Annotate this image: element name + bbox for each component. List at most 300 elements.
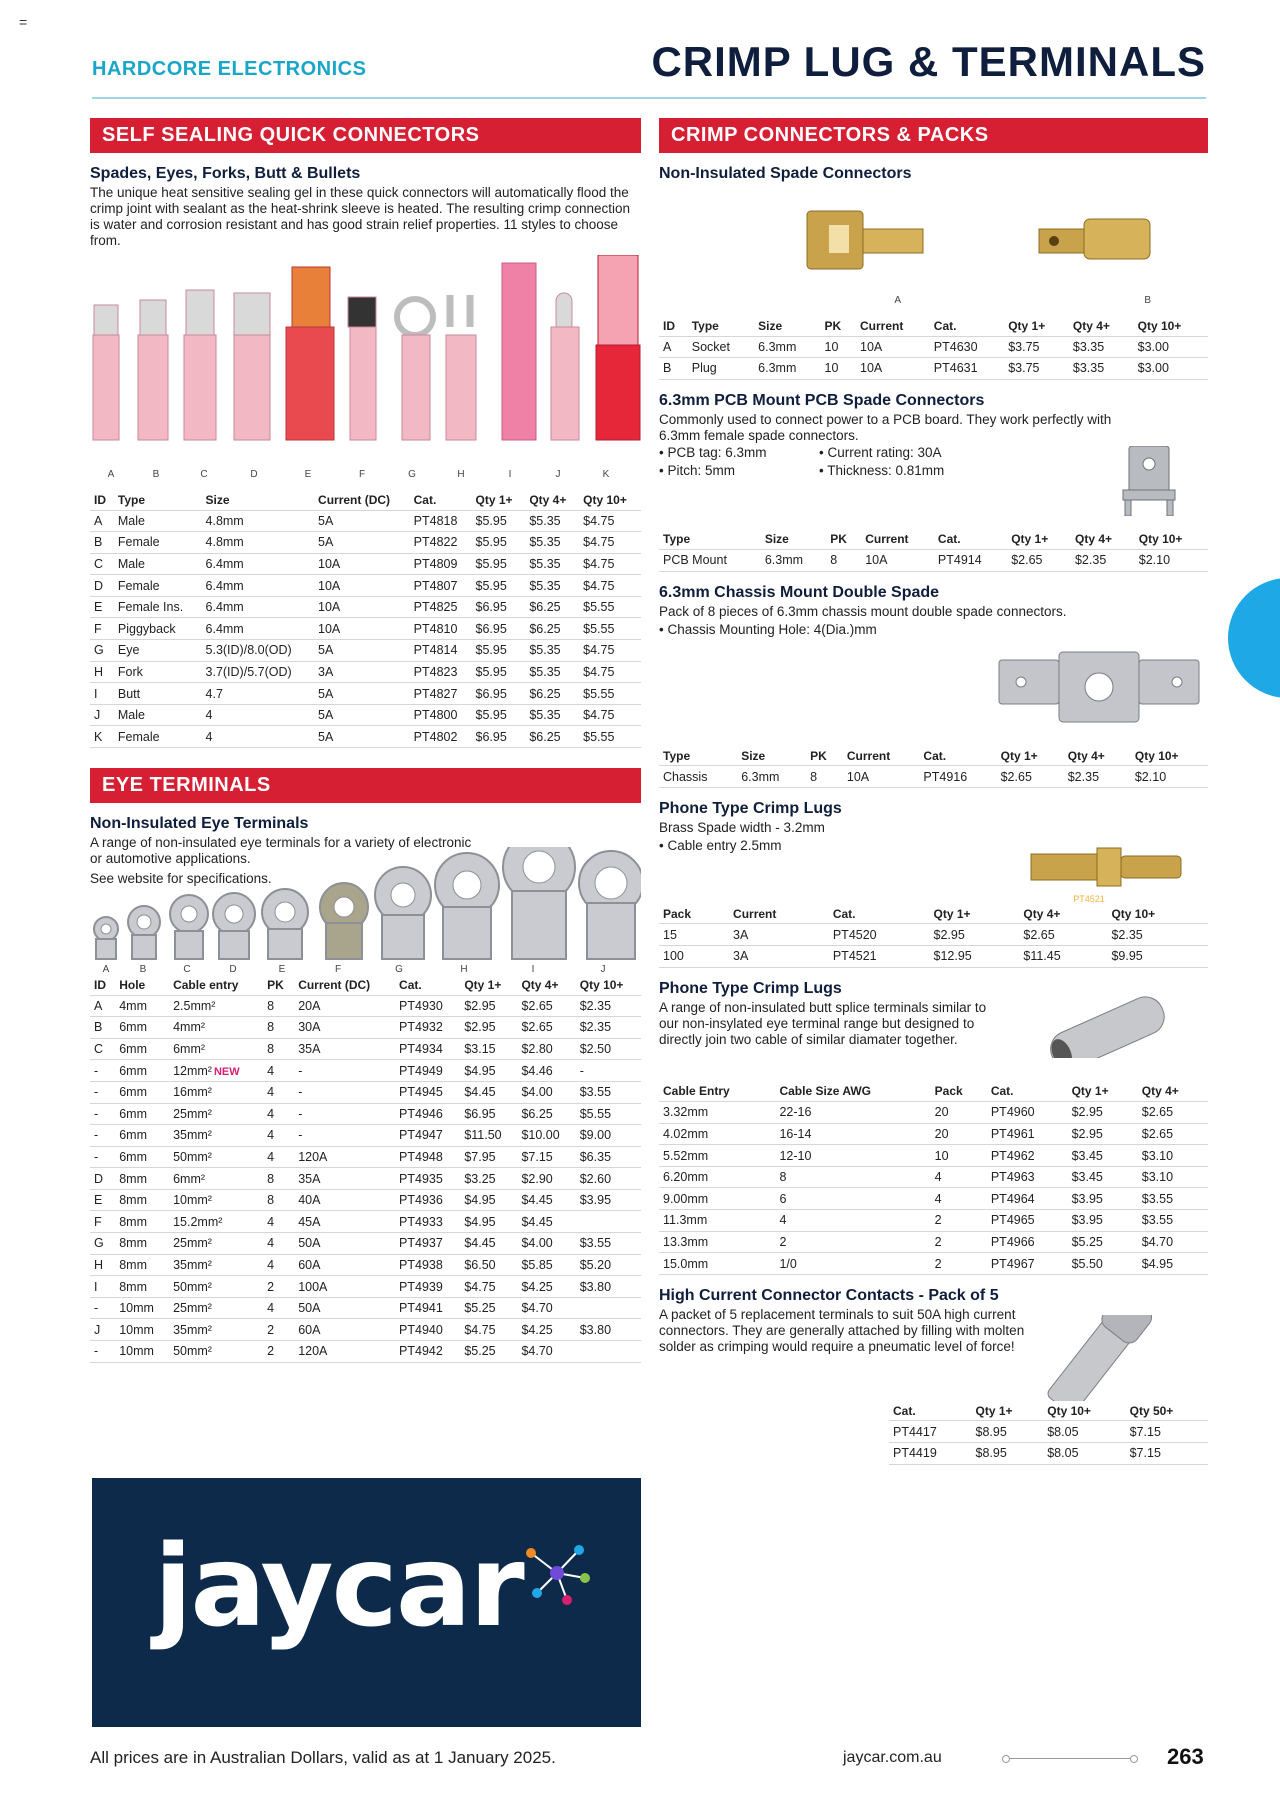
cell-text: Male <box>117 513 145 528</box>
cell-text: PT4802 <box>413 729 458 744</box>
table-cell <box>775 1102 930 1124</box>
image-label: B <box>1144 295 1151 306</box>
table-row <box>90 618 641 640</box>
cell-text: C <box>94 1042 104 1057</box>
catalogue-code-link[interactable] <box>987 1123 1068 1145</box>
table-cell <box>90 1297 115 1319</box>
cell-text: Butt <box>117 686 141 701</box>
column-header: Cat. <box>923 748 947 763</box>
cell-text: 20A <box>298 998 321 1013</box>
cell-text: 4 <box>205 729 213 744</box>
table-cell <box>1068 1102 1138 1124</box>
table-row <box>90 995 641 1017</box>
cell-text: $2.65 <box>1141 1105 1174 1120</box>
table-cell <box>931 1166 987 1188</box>
cell-text: 4 <box>267 1063 275 1078</box>
table-cell <box>525 640 579 662</box>
catalogue-code-link[interactable] <box>395 1038 460 1060</box>
subheading-chassis: 6.3mm Chassis Mount Double Spade <box>659 583 940 601</box>
table-row <box>889 1442 1208 1464</box>
cell-text: 4.8mm <box>205 535 244 550</box>
column-header: Hole <box>119 977 146 992</box>
catalogue-code-link[interactable] <box>395 1146 460 1168</box>
table-cell <box>930 945 1020 967</box>
catalogue-code-link[interactable] <box>987 1145 1068 1167</box>
cell-text: Female Ins. <box>117 600 184 615</box>
cell-text: 6mm <box>119 1149 147 1164</box>
cell-text: $5.20 <box>579 1257 612 1272</box>
column-header: Pack <box>663 906 692 921</box>
cell-text: 11.3mm <box>663 1213 708 1228</box>
image-label: C <box>183 964 191 976</box>
cell-text: $5.95 <box>475 643 507 658</box>
chassis-bullet: • Chassis Mounting Hole: 4(Dia.)mm <box>659 621 877 637</box>
phone-lugs-line2: • Cable entry 2.5mm <box>659 837 782 853</box>
cell-text: PT4936 <box>399 1193 443 1208</box>
table-row <box>90 553 641 575</box>
table-cell <box>314 661 410 683</box>
cell-text: PT4419 <box>893 1446 937 1461</box>
column-header: PK <box>830 532 847 547</box>
catalogue-code-link[interactable] <box>410 661 472 683</box>
table-cell <box>90 1168 115 1190</box>
cell-text: 10A <box>860 339 883 354</box>
column-header: ID <box>94 977 106 992</box>
table-cell <box>1043 1421 1125 1443</box>
catalogue-code-link[interactable] <box>889 1442 972 1464</box>
table-cell <box>576 1297 641 1319</box>
table-row <box>90 1146 641 1168</box>
cell-text: $2.65 <box>521 1020 553 1035</box>
column-header: ID <box>663 318 675 333</box>
catalogue-code-link[interactable] <box>395 1081 460 1103</box>
cell-text: $5.55 <box>583 686 615 701</box>
table-cell <box>263 1103 294 1125</box>
table-cell <box>460 1233 517 1255</box>
cell-text: 6mm <box>119 1106 147 1121</box>
cell-text: PT4810 <box>413 621 458 636</box>
cell-text: PT4949 <box>399 1063 443 1078</box>
column-header: Qty 1+ <box>475 492 513 507</box>
table-cell <box>1138 1253 1208 1275</box>
cell-text: B <box>94 535 103 550</box>
page-title: CRIMP LUG & TERMINALS <box>651 38 1206 85</box>
cell-text: $5.85 <box>521 1257 553 1272</box>
catalogue-code-link[interactable] <box>410 510 472 532</box>
catalogue-code-link[interactable] <box>395 1341 460 1363</box>
image-label: A <box>107 469 115 480</box>
catalogue-code-link[interactable] <box>395 1233 460 1255</box>
cell-text: 4 <box>205 708 213 723</box>
table-row <box>90 1211 641 1233</box>
cell-text: PT4822 <box>413 535 458 550</box>
see-website-note: See website for specifications. <box>90 871 272 887</box>
cell-text: 5A <box>318 708 334 723</box>
new-badge: NEW <box>213 1065 240 1078</box>
table-cell <box>90 1254 115 1276</box>
table-cell <box>294 1276 395 1298</box>
table-cell <box>114 640 202 662</box>
subheading-spades: Spades, Eyes, Forks, Butt & Bullets <box>90 165 361 182</box>
table-row <box>659 358 1208 380</box>
table-cell <box>294 1081 395 1103</box>
cell-text: 6mm <box>119 1085 147 1100</box>
high-current-table <box>889 1401 1208 1465</box>
cell-text: 6.4mm <box>205 578 244 593</box>
table-cell <box>1043 1442 1125 1464</box>
eye-terminal-g <box>375 867 431 959</box>
image-label: B <box>152 469 160 480</box>
cell-text: E <box>94 1193 103 1208</box>
catalogue-code-link[interactable] <box>395 1060 460 1082</box>
table-cell <box>775 1166 930 1188</box>
table-cell <box>263 1276 294 1298</box>
image-label: E <box>278 964 286 976</box>
table-cell <box>576 1254 641 1276</box>
table-cell <box>263 1146 294 1168</box>
cell-text: 10 <box>934 1148 949 1163</box>
catalogue-code-link[interactable] <box>987 1210 1068 1232</box>
table-cell <box>115 1168 169 1190</box>
cell-text: $5.35 <box>529 664 561 679</box>
cell-text: PT4945 <box>399 1085 443 1100</box>
catalogue-code-link[interactable] <box>410 618 472 640</box>
cell-text: 6mm² <box>173 1042 206 1057</box>
catalogue-code-link[interactable] <box>395 1211 460 1233</box>
catalogue-code-link[interactable] <box>410 532 472 554</box>
cell-text: $4.70 <box>1141 1234 1174 1249</box>
catalogue-code-link[interactable] <box>410 704 472 726</box>
cell-text: $5.35 <box>529 643 561 658</box>
table-row <box>90 661 641 683</box>
table-cell <box>294 995 395 1017</box>
table-cell <box>460 1319 517 1341</box>
cell-text: PT4631 <box>933 361 978 376</box>
catalogue-code-link[interactable] <box>987 1253 1068 1275</box>
cell-text: 3.32mm <box>663 1105 709 1120</box>
cell-text: $2.95 <box>1071 1105 1103 1120</box>
table-cell <box>688 336 754 358</box>
cell-text: PT4417 <box>893 1424 937 1439</box>
table-cell <box>90 661 114 683</box>
catalogue-code-link[interactable] <box>930 336 1004 358</box>
catalogue-code-link[interactable] <box>395 1189 460 1211</box>
catalogue-code-link[interactable] <box>395 1319 460 1341</box>
cell-text: $3.95 <box>579 1193 612 1208</box>
catalogue-code-link[interactable] <box>410 575 472 597</box>
menu-icon[interactable]: = <box>19 14 28 30</box>
cell-text: 8 <box>267 1171 275 1186</box>
title-rule <box>92 97 1206 99</box>
table-cell <box>90 1125 115 1147</box>
cell-text: PT4814 <box>413 643 458 658</box>
image-label: I <box>531 964 535 976</box>
cell-text: 4 <box>267 1128 275 1143</box>
table-cell <box>460 1038 517 1060</box>
column-header: Cat. <box>832 906 856 921</box>
cell-text: $4.70 <box>521 1344 553 1359</box>
column-header: Qty 50+ <box>1129 1403 1174 1418</box>
table-cell <box>169 1341 263 1363</box>
table-cell <box>294 1017 395 1039</box>
column-header: Type <box>691 318 719 333</box>
table-cell <box>314 596 410 618</box>
catalogue-code-link[interactable] <box>987 1188 1068 1210</box>
cell-text: $3.95 <box>1071 1191 1103 1206</box>
catalogue-code-link[interactable] <box>395 1276 460 1298</box>
footer-url-link[interactable]: jaycar.com.au <box>843 1749 942 1766</box>
cell-text: G <box>94 1236 104 1251</box>
cell-text: 4 <box>934 1170 942 1185</box>
table-cell <box>263 1060 294 1082</box>
image-label: G <box>408 469 416 480</box>
table-cell <box>114 510 202 532</box>
catalogue-code-link[interactable] <box>395 995 460 1017</box>
cell-text: $3.80 <box>579 1279 612 1294</box>
cell-text: 6.4mm <box>205 556 244 571</box>
table-cell <box>294 1146 395 1168</box>
cell-text: 4 <box>267 1085 275 1100</box>
spade-table <box>659 316 1208 380</box>
table-cell <box>517 1341 575 1363</box>
table-cell <box>294 1319 395 1341</box>
cell-text: 10mm <box>119 1344 154 1359</box>
table-cell <box>314 726 410 748</box>
cell-text: - <box>298 1106 303 1121</box>
cell-text: $8.05 <box>1047 1446 1079 1461</box>
table-cell <box>972 1442 1044 1464</box>
cell-text: A <box>94 998 103 1013</box>
table-cell <box>525 575 579 597</box>
catalogue-code-link[interactable] <box>987 1166 1068 1188</box>
table-cell <box>294 1233 395 1255</box>
table-row <box>659 766 1208 788</box>
table-cell <box>169 1276 263 1298</box>
cell-text: H <box>94 1257 104 1272</box>
cell-text: 4 <box>267 1236 275 1251</box>
table-header-row <box>659 904 1208 924</box>
cell-text: Chassis <box>663 769 708 784</box>
column-header: Qty 1+ <box>1071 1084 1109 1099</box>
table-cell <box>1007 550 1071 572</box>
catalogue-code-link[interactable] <box>410 726 472 748</box>
subheading-eye-terminals: Non-Insulated Eye Terminals <box>90 815 309 833</box>
image-label: A <box>894 295 901 306</box>
table-cell <box>263 1168 294 1190</box>
table-cell <box>1019 924 1107 946</box>
description-pcb: Commonly used to connect power to a PCB board. They work perfectly with 6.3mm female spade connectors. <box>659 411 1112 443</box>
cell-text: $4.25 <box>521 1322 553 1337</box>
cell-text: J <box>94 708 101 723</box>
table-cell <box>90 1038 115 1060</box>
catalogue-code-link[interactable] <box>889 1421 972 1443</box>
cell-text: - <box>94 1063 99 1078</box>
cell-text: $4.75 <box>464 1279 496 1294</box>
table-cell <box>576 1060 641 1082</box>
table-cell <box>90 1081 115 1103</box>
table-cell <box>90 1146 115 1168</box>
column-header: Qty 4+ <box>1072 318 1110 333</box>
table-cell <box>90 1189 115 1211</box>
table-cell <box>294 1060 395 1082</box>
bullet: • Thickness: 0.81mm <box>819 462 945 478</box>
table-cell <box>1107 924 1208 946</box>
catalogue-code-link[interactable] <box>410 683 472 705</box>
table-cell <box>294 1254 395 1276</box>
cell-text: $8.95 <box>975 1424 1007 1439</box>
table-cell <box>460 1146 517 1168</box>
cell-text: $4.75 <box>464 1322 496 1337</box>
table-cell <box>202 726 315 748</box>
cell-text: PT4939 <box>399 1279 443 1294</box>
catalogue-code-link[interactable] <box>410 553 472 575</box>
cell-text: - <box>298 1128 303 1143</box>
table-cell <box>1019 945 1107 967</box>
right-column <box>659 118 1208 1465</box>
table-cell <box>1068 1188 1138 1210</box>
description-butt-splice: A range of non-insulated butt splice terminals similar to our non-insylated eye terminal range but designed to directly join two cable of similar diamater together. <box>659 999 987 1047</box>
table-cell <box>169 1038 263 1060</box>
table-cell <box>114 618 202 640</box>
table-row <box>90 1038 641 1060</box>
table-cell <box>1064 766 1131 788</box>
table-cell <box>202 640 315 662</box>
cell-text: $6.50 <box>464 1257 496 1272</box>
cell-text: 4 <box>934 1191 942 1206</box>
table-cell <box>1138 1166 1208 1188</box>
cell-text: PT4933 <box>399 1214 443 1229</box>
cell-text: $4.75 <box>583 535 615 550</box>
catalogue-code-link[interactable] <box>395 1125 460 1147</box>
table-cell <box>115 1319 169 1341</box>
cell-text: $3.00 <box>1137 339 1169 354</box>
table-cell <box>1068 1123 1138 1145</box>
table-cell <box>659 1145 775 1167</box>
cell-text: $4.00 <box>521 1085 553 1100</box>
table-cell <box>1135 550 1208 572</box>
cell-text: A <box>94 513 103 528</box>
catalogue-code-link[interactable] <box>395 1103 460 1125</box>
cell-text: 50A <box>298 1236 321 1251</box>
table-cell <box>115 1189 169 1211</box>
table-cell <box>460 1103 517 1125</box>
table-header-row <box>659 530 1208 550</box>
table-row <box>90 1125 641 1147</box>
image-label: D <box>250 469 258 480</box>
cell-text: $5.55 <box>583 600 615 615</box>
cell-text: 4 <box>267 1106 275 1121</box>
cell-text: 15.0mm <box>663 1256 709 1271</box>
table-cell <box>460 1060 517 1082</box>
catalogue-code-link[interactable] <box>395 1254 460 1276</box>
cell-text: 4.7 <box>205 686 223 701</box>
table-cell <box>1138 1188 1208 1210</box>
cell-text: 10A <box>846 769 870 784</box>
cell-text: $4.25 <box>521 1279 553 1294</box>
cell-text: $5.95 <box>475 556 507 571</box>
section-banner-eye-terminals: EYE TERMINALS <box>90 768 641 803</box>
column-header: Cat. <box>933 318 957 333</box>
table-cell <box>579 704 641 726</box>
cell-text: Female <box>117 578 160 593</box>
cell-text: 40A <box>298 1193 321 1208</box>
catalogue-code-link[interactable] <box>930 358 1004 380</box>
cell-text: 8mm <box>119 1279 147 1294</box>
cell-text: PT4962 <box>990 1148 1035 1163</box>
column-header: Qty 4+ <box>1023 906 1061 921</box>
table-cell <box>843 766 920 788</box>
table-cell <box>90 726 114 748</box>
catalogue-code-link[interactable] <box>987 1231 1068 1253</box>
cell-text: Male <box>117 556 145 571</box>
catalogue-code-link[interactable] <box>410 640 472 662</box>
cell-text: PT4963 <box>990 1170 1035 1185</box>
catalogue-code-link[interactable] <box>934 550 1007 572</box>
column-header: Qty 10+ <box>1137 318 1182 333</box>
catalogue-code-link[interactable] <box>987 1102 1068 1124</box>
cell-text: 3.7(ID)/5.7(OD) <box>205 664 292 679</box>
catalogue-code-link[interactable] <box>410 596 472 618</box>
table-cell <box>579 532 641 554</box>
catalogue-code-link[interactable] <box>395 1017 460 1039</box>
table-cell <box>460 1297 517 1319</box>
cell-text: $6.95 <box>475 600 507 615</box>
table-cell <box>931 1253 987 1275</box>
image-label: C <box>200 469 208 480</box>
cell-text: $3.95 <box>1071 1213 1103 1228</box>
cell-text: 25mm² <box>173 1106 212 1121</box>
cell-text: $12.95 <box>933 949 972 964</box>
table-cell <box>169 1017 263 1039</box>
side-tab[interactable] <box>1228 578 1280 698</box>
cell-text: $3.25 <box>464 1171 496 1186</box>
cell-text: $4.00 <box>521 1236 553 1251</box>
catalogue-code-link[interactable] <box>829 945 930 967</box>
cell-text: $6.35 <box>579 1149 612 1164</box>
table-row <box>659 1253 1208 1275</box>
table-header-row <box>659 316 1208 336</box>
cell-text: $11.45 <box>1023 949 1061 964</box>
table-cell <box>169 1081 263 1103</box>
cell-text: PT4914 <box>937 553 982 568</box>
cell-text: 30A <box>298 1020 321 1035</box>
table-cell <box>460 1276 517 1298</box>
catalogue-code-link[interactable] <box>395 1297 460 1319</box>
cell-text: 6.3mm <box>758 339 797 354</box>
table-cell <box>115 1017 169 1039</box>
table-cell <box>737 766 806 788</box>
catalogue-code-link[interactable] <box>395 1168 460 1190</box>
cell-text: - <box>94 1301 99 1316</box>
table-cell <box>294 1297 395 1319</box>
catalogue-code-link[interactable] <box>829 924 930 946</box>
catalogue-code-link[interactable] <box>919 766 996 788</box>
cell-text: $4.75 <box>583 708 615 723</box>
cell-text: $4.95 <box>464 1214 496 1229</box>
table-cell <box>202 532 315 554</box>
cell-text: PCB Mount <box>663 553 727 568</box>
table-cell <box>576 1168 641 1190</box>
image-label: G <box>395 964 403 976</box>
table-cell <box>202 683 315 705</box>
cell-text: $3.15 <box>464 1042 496 1057</box>
table-cell <box>90 683 114 705</box>
table-cell <box>294 1038 395 1060</box>
cell-text: $6.25 <box>529 686 561 701</box>
table-cell <box>517 1276 575 1298</box>
phone-lug-image-label: PT4521 <box>1073 893 1105 904</box>
image-label: E <box>304 469 312 480</box>
